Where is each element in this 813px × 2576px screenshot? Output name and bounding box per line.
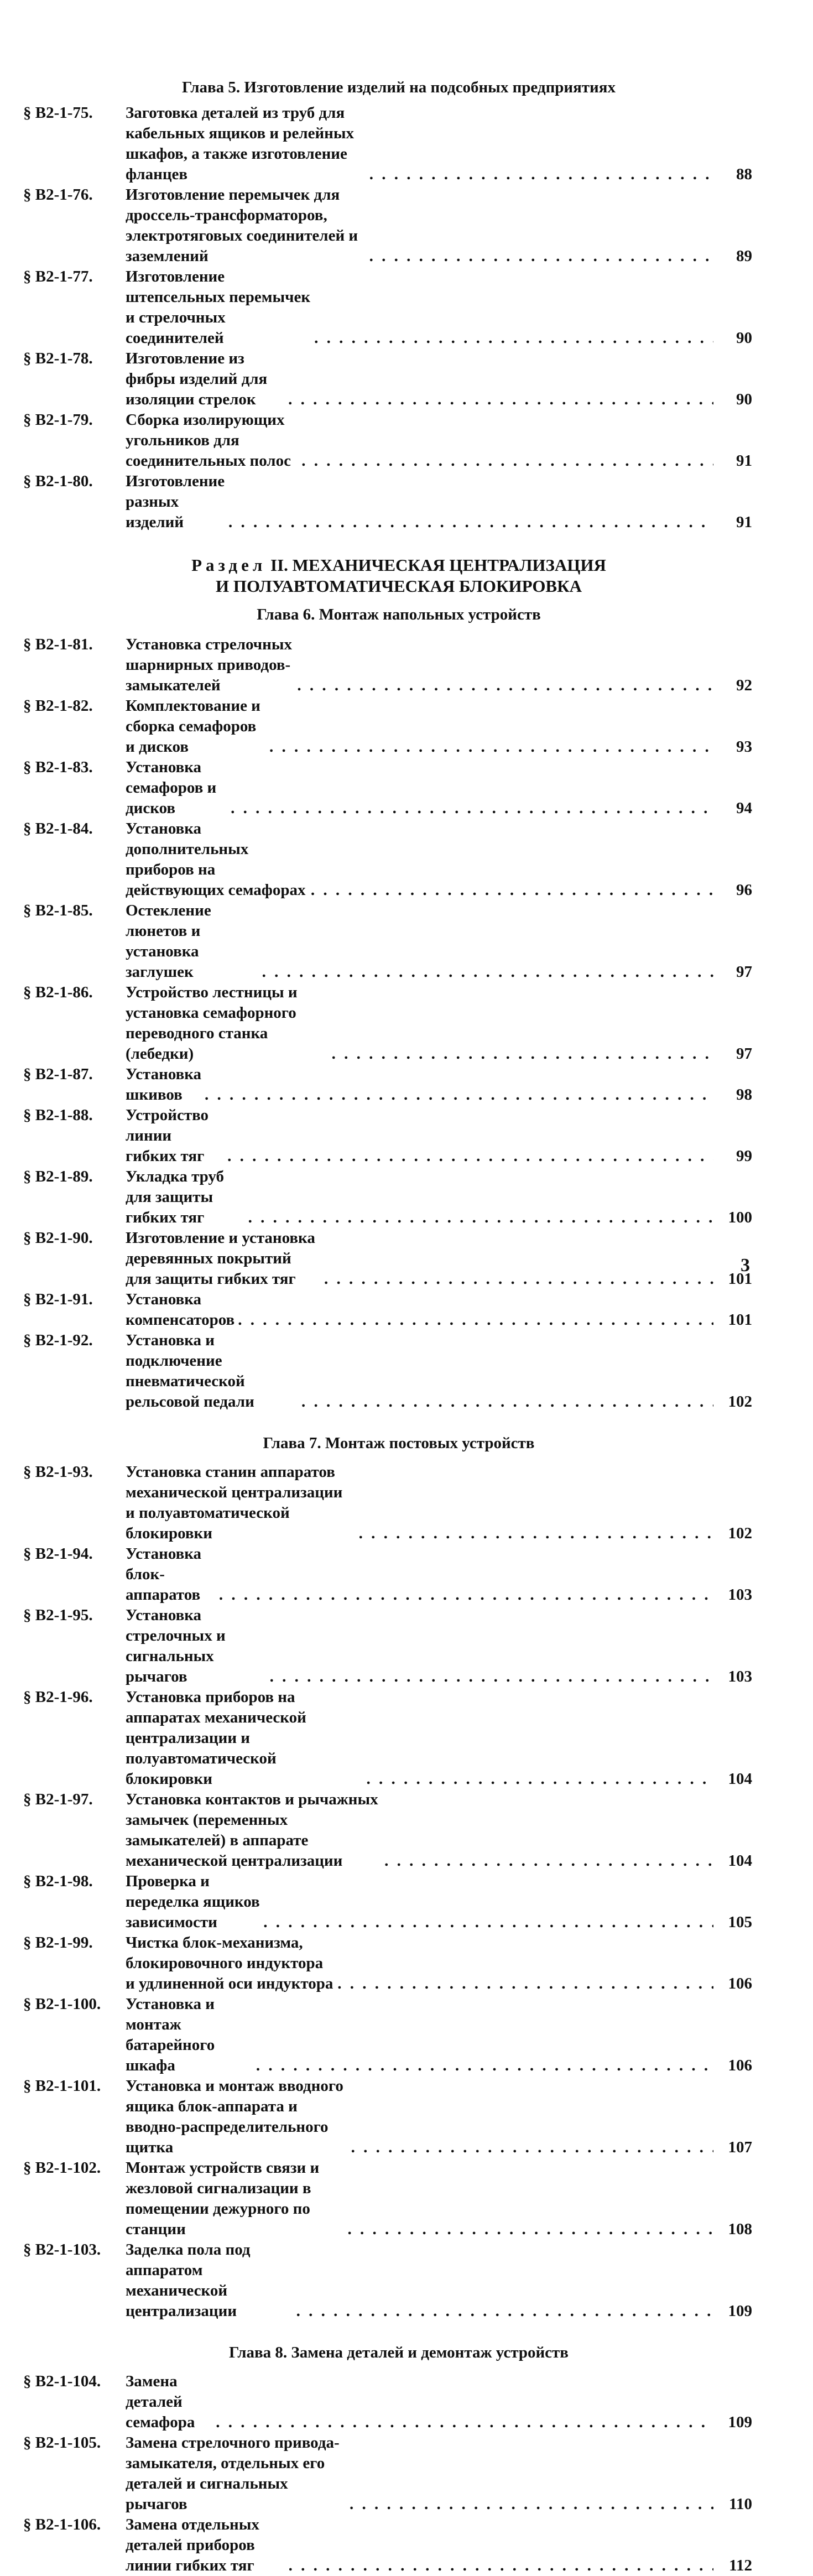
entry-number: § В2-1-78. [23, 350, 93, 367]
entry-number: § В2-1-88. [23, 1106, 93, 1124]
entry-page: 92 [736, 676, 752, 694]
list-item [23, 1994, 752, 2076]
entry-title: Монтаж устройств связи и жезловой сигнализации в помещении дежурного по станции [126, 2159, 320, 2238]
entry-number: § В2-1-90. [23, 1229, 93, 1247]
list-item [23, 267, 752, 348]
section-title-line1 [23, 555, 752, 576]
entry-number: § В2-1-100. [23, 1995, 101, 2013]
dot-leader [201, 1085, 713, 1105]
entry-page: 108 [728, 2220, 752, 2238]
entry-page: 90 [736, 391, 752, 408]
entry-number: § В2-1-89. [23, 1168, 93, 1185]
list-item [23, 410, 752, 471]
entry-page: 90 [736, 329, 752, 347]
list-item [23, 982, 752, 1064]
list-item [23, 1228, 752, 1289]
dot-leader [225, 512, 713, 533]
list-item [23, 2371, 752, 2433]
entry-page: 103 [728, 1586, 752, 1604]
dot-leader [348, 2137, 713, 2158]
dot-leader [234, 1310, 713, 1330]
list-item [23, 1789, 752, 1871]
section-title-text: II. МЕХАНИЧЕСКАЯ ЦЕНТРАЛИЗАЦИЯ [270, 555, 606, 575]
list-item [23, 2515, 752, 2576]
entry-number: § В2-1-94. [23, 1545, 93, 1563]
dot-leader [253, 2055, 713, 2076]
entry-page: 97 [736, 1045, 752, 1063]
entry-title: Замена деталей семафора [126, 2372, 195, 2431]
entry-number: § В2-1-86. [23, 983, 93, 1001]
entry-number: § В2-1-84. [23, 820, 93, 837]
entry-title: Проверка и переделка ящиков зависимости [126, 1872, 260, 1931]
entry-list [23, 634, 752, 1412]
list-item [23, 2240, 752, 2322]
dot-leader [344, 2219, 713, 2240]
entry-page: 96 [736, 881, 752, 899]
entry-number: § В2-1-92. [23, 1331, 93, 1349]
entry-number: § В2-1-83. [23, 758, 93, 776]
list-item [23, 2158, 752, 2240]
entry-title: Изготовление штепсельных перемычек и стрелочных соединителей [126, 268, 311, 347]
entry-page: 97 [736, 963, 752, 981]
list-item [23, 1462, 752, 1544]
entry-title: Замена отдельных деталей приборов линии гибких тяг [126, 2516, 259, 2574]
entry-page: 89 [736, 247, 752, 265]
section-label: Раздел [191, 555, 267, 575]
dot-leader [298, 1392, 713, 1412]
dot-leader [294, 675, 713, 696]
list-item [23, 348, 752, 410]
entry-page: 91 [736, 513, 752, 531]
dot-leader [346, 2494, 713, 2515]
entry-title: Изготовление перемычек для дроссель-трансформаторов, электротяговых соединителей и заземлений [126, 186, 358, 265]
entry-page: 112 [729, 2557, 752, 2574]
list-item [23, 103, 752, 185]
dot-leader [293, 2301, 713, 2322]
entry-title: Установка блок-аппаратов [126, 1545, 202, 1604]
list-item [23, 1687, 752, 1789]
entry-title: Устройство линии гибких тяг [126, 1106, 209, 1165]
list-item [23, 1064, 752, 1105]
list-item [23, 2076, 752, 2158]
entry-page: 106 [728, 2057, 752, 2074]
entry-number: § В2-1-102. [23, 2159, 101, 2177]
entry-number: § В2-1-75. [23, 104, 93, 122]
dot-leader [227, 798, 713, 819]
dot-leader [245, 1208, 713, 1228]
entry-title: Заготовка деталей из труб для кабельных ящиков и релейных шкафов, а также изготовление фланцев [126, 104, 355, 183]
entry-number: § В2-1-105. [23, 2434, 101, 2452]
entry-title: Изготовление из фибры изделий для изоляции стрелок [126, 350, 268, 408]
entry-number: § В2-1-77. [23, 268, 93, 285]
entry-title: Установка шкивов [126, 1065, 202, 1104]
entry-title: Установка и подключение пневматической рельсовой педали [126, 1331, 254, 1411]
entry-number: § В2-1-106. [23, 2516, 101, 2533]
entry-title: Установка стрелочных шарнирных приводов-замыкателей [126, 636, 292, 694]
list-item [23, 2433, 752, 2515]
dot-leader [366, 164, 713, 185]
entry-page: 109 [728, 2413, 752, 2431]
entry-title: Установка стрелочных и сигнальных рычагов [126, 1606, 226, 1685]
entry-title: Установка станин аппаратов механической централизации и полуавтоматической блокировки [126, 1463, 343, 1542]
entry-title: Установка дополнительных приборов на действующих семафорах [126, 820, 306, 899]
entry-title: Установка контактов и рычажных замычек (переменных замыкателей) в аппарате механической централизации [126, 1791, 378, 1870]
list-item [23, 634, 752, 696]
entry-title: Изготовление разных изделий [126, 472, 225, 531]
list-item [23, 185, 752, 267]
dot-leader [311, 328, 713, 348]
entry-page: 103 [728, 1668, 752, 1685]
entry-page: 104 [728, 1852, 752, 1870]
chapter-8-block [23, 2343, 752, 2576]
entry-title: Сборка изолирующих угольников для соединительных полос [126, 411, 291, 470]
entry-list [23, 2371, 752, 2576]
entry-number: § В2-1-98. [23, 1872, 93, 1890]
list-item [23, 1544, 752, 1605]
entry-number: § В2-1-101. [23, 2077, 101, 2095]
dot-leader [321, 1269, 713, 1289]
chapter-title: Глава 6. Монтаж напольных устройств [257, 606, 541, 623]
list-item [23, 1105, 752, 1167]
dot-leader [216, 1585, 713, 1605]
entry-list [23, 1462, 752, 2322]
list-item [23, 819, 752, 901]
entry-page: 102 [728, 1524, 752, 1542]
entry-title: Заделка пола под аппаратом механической централизации [126, 2241, 251, 2320]
entry-number: § В2-1-85. [23, 902, 93, 919]
dot-leader [334, 1974, 713, 1994]
list-item [23, 1933, 752, 1994]
entry-page: 91 [736, 452, 752, 470]
entry-page: 104 [728, 1770, 752, 1788]
entry-title: Установка компенсаторов [126, 1290, 235, 1329]
dot-leader [366, 246, 713, 267]
list-item [23, 1605, 752, 1687]
list-item [23, 901, 752, 982]
entry-title: Замена стрелочного привода-замыкателя, отдельных его деталей и сигнальных рычагов [126, 2434, 340, 2513]
entry-title: Чистка блок-механизма, блокировочного индуктора и удлиненной оси индуктора [126, 1934, 333, 1992]
dot-leader [298, 451, 713, 471]
page-number: 3 [741, 1255, 750, 1276]
entry-page: 102 [728, 1393, 752, 1411]
entry-page: 99 [736, 1147, 752, 1165]
section-2-heading [23, 555, 752, 597]
entry-number: § В2-1-93. [23, 1463, 93, 1481]
entry-number: § В2-1-91. [23, 1290, 93, 1308]
entry-page: 107 [728, 2138, 752, 2156]
dot-leader [329, 1044, 713, 1064]
entry-title: Комплектование и сборка семафоров и дисков [126, 697, 260, 756]
entry-number: § В2-1-96. [23, 1688, 93, 1706]
chapter-7-block [23, 1433, 752, 2322]
entry-number: § В2-1-87. [23, 1065, 93, 1083]
entry-number: § В2-1-97. [23, 1791, 93, 1808]
entry-page: 110 [729, 2495, 752, 2513]
entry-page: 93 [736, 738, 752, 756]
entry-page: 94 [736, 799, 752, 817]
chapter-title: Глава 8. Замена деталей и демонтаж устройств [229, 2344, 569, 2361]
list-item [23, 696, 752, 757]
entry-number: § В2-1-79. [23, 411, 93, 429]
chapter-title: Глава 7. Монтаж постовых устройств [263, 1434, 535, 1452]
entry-number: § В2-1-76. [23, 186, 93, 204]
dot-leader [308, 880, 713, 901]
list-item [23, 1871, 752, 1933]
dot-leader [212, 2412, 713, 2433]
dot-leader [260, 1912, 713, 1933]
dot-leader [363, 1769, 713, 1789]
chapter-5-block [23, 77, 752, 533]
chapter-6-block [23, 605, 752, 1412]
entry-title: Остекление люнетов и установка заглушек [126, 902, 211, 981]
entry-page: 101 [728, 1311, 752, 1329]
list-item [23, 1289, 752, 1330]
dot-leader [285, 2556, 713, 2576]
dot-leader [285, 389, 713, 410]
entry-page: 98 [736, 1086, 752, 1104]
dot-leader [267, 1667, 713, 1687]
entry-page: 100 [728, 1209, 752, 1226]
entry-title: Укладка труб для защиты гибких тяг [126, 1168, 225, 1226]
entry-title: Устройство лестницы и установка семафорного переводного станка (лебедки) [126, 983, 298, 1063]
entry-title: Установка и монтаж батарейного шкафа [126, 1995, 215, 2074]
entry-page: 106 [728, 1975, 752, 1992]
section-title-line2: И ПОЛУАВТОМАТИЧЕСКАЯ БЛОКИРОВКА [216, 576, 582, 596]
entry-list [23, 103, 752, 533]
entry-number: § В2-1-82. [23, 697, 93, 715]
dot-leader [259, 962, 713, 982]
entry-number: § В2-1-80. [23, 472, 93, 490]
dot-leader [356, 1523, 713, 1544]
entry-number: § В2-1-104. [23, 2372, 101, 2390]
entry-number: § В2-1-81. [23, 636, 93, 653]
chapter-title: Глава 5. Изготовление изделий на подсобных предприятиях [182, 79, 616, 96]
list-item [23, 471, 752, 533]
entry-number: § В2-1-99. [23, 1934, 93, 1951]
entry-page: 101 [728, 1270, 752, 1288]
entry-page: 109 [728, 2302, 752, 2320]
entry-title: Установка и монтаж вводного ящика блок-аппарата и вводно-распределительного щитка [126, 2077, 343, 2156]
dot-leader [266, 737, 713, 757]
entry-number: § В2-1-95. [23, 1606, 93, 1624]
list-item [23, 1330, 752, 1412]
table-of-contents [23, 77, 752, 2576]
entry-page: 105 [728, 1913, 752, 1931]
entry-title: Установка приборов на аппаратах механической централизации и полуавтоматической блокировки [126, 1688, 306, 1788]
list-item [23, 1167, 752, 1228]
entry-page: 88 [736, 165, 752, 183]
dot-leader [224, 1146, 713, 1167]
entry-number: § В2-1-103. [23, 2241, 101, 2258]
list-item [23, 757, 752, 819]
dot-leader [381, 1851, 713, 1871]
entry-title: Установка семафоров и дисков [126, 758, 217, 817]
entry-title: Изготовление и установка деревянных покрытий для защиты гибких тяг [126, 1229, 315, 1288]
